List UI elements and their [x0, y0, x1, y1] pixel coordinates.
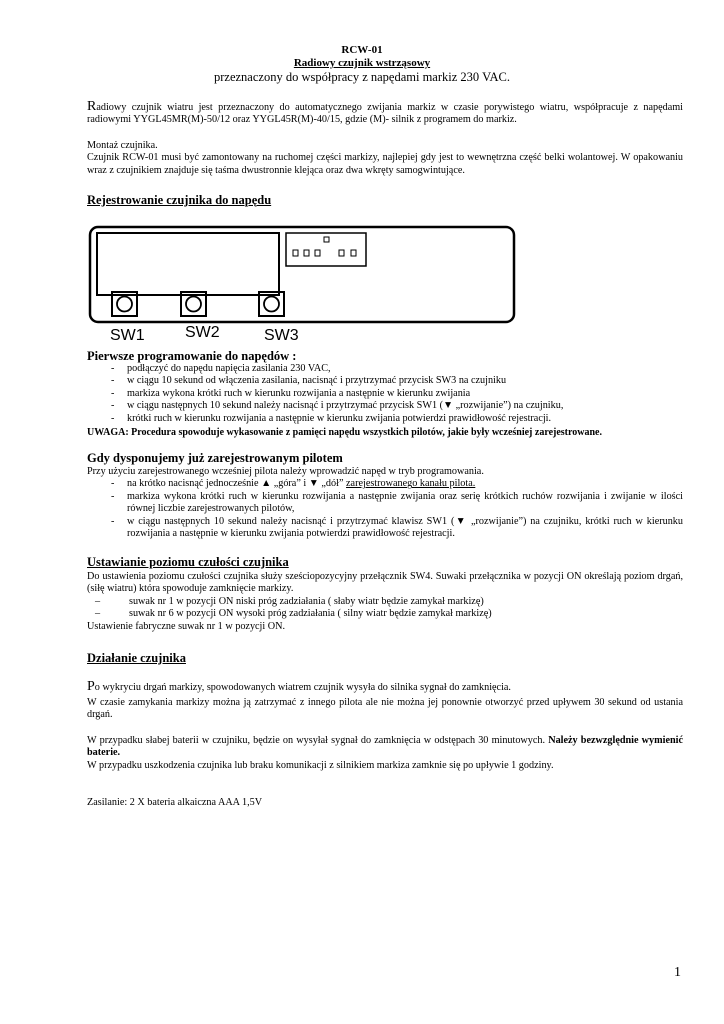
intro-text: adiowy czujnik wiatru jest przeznaczony do automatycznego zwijania markiz w czasie porywistego wiatru, współpracuje z napędami radiowymi YYGL45MR(M)-50/12 oraz YYGL45R(M)-40/15, gdzie (M)- silnik z programem do markiz. — [87, 102, 683, 126]
mounting-paragraph — [87, 140, 683, 177]
list-item: - markiza wykona krótki ruch w kierunku rozwijania a następnie w kierunku zwijania — [111, 387, 471, 399]
list-item: - w ciągu 10 sekund od włączenia zasilania, nacisnąć i przytrzymać przycisk SW3 na czujniku — [111, 375, 507, 387]
list-item: - krótki ruch w kierunku rozwijania a następnie w kierunku zwijania potwierdzi prawidłowość rejestracji. — [111, 412, 552, 424]
model-title: RCW-01 — [341, 44, 383, 56]
first-programming-list — [87, 363, 683, 425]
power-supply: Zasilanie: 2 X bateria alkaiczna AAA 1,5V — [87, 797, 263, 808]
sw2-label: SW2 — [185, 324, 220, 341]
mounting-text: Czujnik RCW-01 musi być zamontowany na ruchomej części markizy, najlepiej gdy jest to wewnętrzna część belki wolantowej. W opakowaniu wraz z czujnikiem znajduje się taśma dwustronnie klejąca oraz dwa wkręty samogwintujące. — [87, 152, 683, 176]
board-outline — [90, 227, 514, 322]
display-window — [97, 233, 279, 295]
warning-text: UWAGA: Procedura spowoduje wykasowanie z pamięci napędu wszystkich pilotów, jakie były wcześniej zarejestrowane. — [87, 427, 602, 438]
list-item: – suwak nr 1 w pozycji ON niski próg zadziałania ( słaby wiatr będzie zamykał markizę) — [95, 595, 484, 607]
sw3-label: SW3 — [264, 327, 299, 344]
intro-paragraph — [87, 101, 683, 127]
first-programming-heading: Pierwsze programowanie do napędów : — [87, 349, 297, 363]
operation-p2: W czasie zamykania markizy można ją zatrzymać z innego pilota ale nie można jej ponownie otworzyć przed upływem 30 sekund od ustania drgań. — [87, 697, 683, 721]
document-title: Radiowy czujnik wstrząsowy — [293, 57, 431, 69]
operation-p1: Po wykryciu drgań markizy, spowodowanych wiatrem czujnik wysyła do silnika sygnał do zamknięcia. — [87, 679, 511, 694]
list-item: – suwak nr 6 w pozycji ON wysoki próg zadziałania ( silny wiatr będzie zamykał markizę) — [95, 608, 492, 620]
pilot-channel-link: zarejestrowanego kanału pilota. — [346, 478, 476, 490]
dip-slot — [304, 250, 309, 256]
document-subtitle: przeznaczony do współpracy z napędami markiz 230 VAC. — [214, 70, 510, 84]
list-item: - markiza wykona krótki ruch w kierunku rozwijania a następnie zwijania oraz serię krótkich ruchów rozwijania i zwijanie w ilości równej liczbie zarejestrowanych pilotów, — [111, 490, 683, 515]
operation-dropcap: P — [87, 679, 95, 694]
dip-slot — [315, 250, 320, 256]
pilot-intro: Przy użyciu zarejestrowanego wcześniej pilota należy wprowadzić napęd w tryb programowania. — [87, 466, 484, 477]
sensitivity-text: Do ustawienia poziomu czułości czujnika służy sześciopozycyjny przełącznik SW4. Suwaki przełącznika w pozycji ON określają poziom drgań, (siłę wiatru) która spowoduje zamknięcie markizy. — [87, 571, 683, 595]
register-heading: Rejestrowanie czujnika do napędu — [87, 193, 272, 207]
pilot-heading: Gdy dysponujemy już zarejestrowanym pilotem — [87, 451, 343, 465]
list-item: - podłączyć do napędu napięcia zasilania 230 VAC, — [111, 363, 331, 374]
page-number: 1 — [674, 965, 681, 980]
sensitivity-heading: Ustawianie poziomu czułości czujnika — [87, 555, 289, 569]
mounting-title: Montaż czujnika. — [87, 140, 158, 151]
dip-slot — [324, 237, 329, 242]
dip-slot — [339, 250, 344, 256]
intro-dropcap: R — [87, 99, 97, 114]
operation-heading: Działanie czujnika — [87, 651, 186, 665]
sensitivity-section — [87, 571, 683, 633]
dip-slot — [293, 250, 298, 256]
sensor-board-diagram — [85, 224, 525, 344]
list-item: - w ciągu następnych 10 sekund należy nacisnąć i przytrzymać klawisz SW1 (▼ „rozwijanie”) na czujniku, krótki ruch w kierunku rozwijania a następnie w kierunku zwijania potwierdzi prawidłowość rejestracji. — [111, 515, 683, 540]
list-item: - w ciągu następnych 10 sekund należy nacisnąć i przytrzymać przycisk SW1 (▼ „rozwijanie”) na czujniku, — [111, 400, 564, 412]
operation-p4: W przypadku uszkodzenia czujnika lub braku komunikacji z silnikiem markiza zamknie się po upływie 1 godziny. — [87, 760, 554, 771]
battery-warning: Należy bezwzględnie wymienić baterie. — [87, 735, 683, 759]
sw1-label: SW1 — [110, 327, 145, 344]
pilot-section — [87, 466, 683, 540]
dip-slot — [351, 250, 356, 256]
operation-p3: W przypadku słabej baterii w czujniku, będzie on wysyłał sygnał do zamknięcia w odstępach 30 minutowych. Należy bezwzględnie wymienić baterie. — [87, 735, 683, 759]
list-item: - na krótko nacisnąć jednocześnie ▲ „góra” i ▼ „dół” zarejestrowanego kanału pilota. — [111, 478, 476, 490]
factory-setting: Ustawienie fabryczne suwak nr 1 w pozycji ON. — [87, 620, 286, 632]
